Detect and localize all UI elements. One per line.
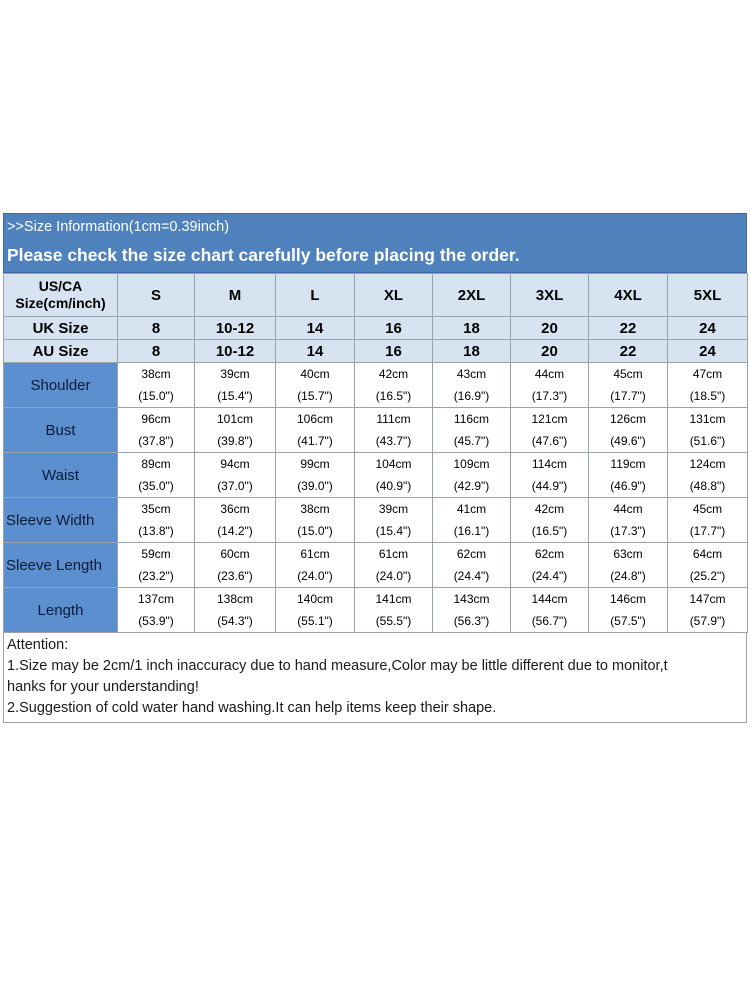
- cm-value: 60cm: [220, 547, 250, 561]
- cm-value: 39cm: [220, 367, 250, 381]
- cm-value: 101cm: [216, 412, 254, 426]
- size-header: S: [118, 274, 195, 317]
- inch-value: (15.0"): [138, 389, 174, 403]
- measurement-row: [4, 543, 748, 588]
- measurement-cell: [511, 543, 589, 588]
- cm-value: 121cm: [531, 412, 568, 426]
- cm-value: 63cm: [613, 547, 643, 561]
- size-corner-header: [4, 274, 118, 317]
- measurement-cell: [668, 408, 748, 453]
- cm-value: 99cm: [300, 457, 330, 471]
- cm-value: 138cm: [216, 592, 254, 606]
- inch-value: (39.8"): [217, 434, 253, 448]
- inch-value: (57.9"): [689, 614, 726, 628]
- au-size-value: 16: [355, 340, 433, 363]
- au-size-value: 18: [433, 340, 511, 363]
- uk-size-value: 8: [118, 317, 195, 340]
- inch-value: (14.2"): [217, 524, 253, 538]
- cm-value: 126cm: [609, 412, 647, 426]
- cm-value: 64cm: [692, 547, 723, 561]
- size-header: 4XL: [589, 274, 668, 317]
- us-size-row: [4, 274, 748, 317]
- cm-value: 59cm: [141, 547, 171, 561]
- cm-value: 62cm: [534, 547, 565, 561]
- uk-size-value: 20: [511, 317, 589, 340]
- inch-value: (55.1"): [297, 614, 333, 628]
- measurement-label: Sleeve Length: [4, 543, 118, 588]
- cm-value: 61cm: [378, 547, 409, 561]
- cm-value: 106cm: [296, 412, 334, 426]
- cm-value: 143cm: [453, 592, 490, 606]
- cm-value: 124cm: [689, 457, 726, 471]
- inch-value: (23.6"): [217, 569, 253, 583]
- cm-value: 36cm: [220, 502, 250, 516]
- measurement-cell: [276, 588, 355, 633]
- measurement-cell: [668, 453, 748, 498]
- inch-value: (41.7"): [297, 434, 333, 448]
- cm-value: 96cm: [141, 412, 171, 426]
- attention-notes: [3, 633, 747, 723]
- measurement-cell: [511, 453, 589, 498]
- measurement-row: [4, 408, 748, 453]
- measurement-cell: [511, 498, 589, 543]
- measurement-cell: [589, 363, 668, 408]
- au-size-value: 8: [118, 340, 195, 363]
- measurement-row: [4, 363, 748, 408]
- uk-size-value: 24: [668, 317, 748, 340]
- inch-value: (24.4"): [531, 569, 568, 583]
- inch-value: (16.9"): [453, 389, 490, 403]
- inch-value: (17.7"): [689, 524, 726, 538]
- uk-size-value: 18: [433, 317, 511, 340]
- measurement-cell: [668, 543, 748, 588]
- cm-value: 104cm: [375, 457, 412, 471]
- measurement-cell: [589, 453, 668, 498]
- measurement-cell: [511, 363, 589, 408]
- cm-value: 47cm: [692, 367, 723, 381]
- measurement-cell: [195, 498, 276, 543]
- inch-value: (40.9"): [375, 479, 412, 493]
- au-size-label: AU Size: [4, 340, 118, 363]
- cm-value: 144cm: [531, 592, 568, 606]
- cm-value: 38cm: [300, 502, 330, 516]
- attention-line-3: 2.Suggestion of cold water hand washing.It can help items keep their shape.: [7, 700, 497, 716]
- corner-line-2: Size(cm/inch): [15, 295, 106, 311]
- inch-value: (51.6"): [689, 434, 726, 448]
- size-table: [3, 273, 748, 633]
- attention-line-1: 1.Size may be 2cm/1 inch inaccuracy due to hand measure,Color may be little different due to monitor,t: [7, 658, 668, 674]
- au-size-value: 22: [589, 340, 668, 363]
- attention-title: Attention:: [7, 637, 69, 653]
- attention-line-2: hanks for your understanding!: [7, 679, 199, 695]
- inch-value: (17.3"): [531, 389, 568, 403]
- measurement-cell: [589, 588, 668, 633]
- measurement-cell: [433, 453, 511, 498]
- inch-value: (15.7"): [297, 389, 333, 403]
- measurement-cell: [511, 408, 589, 453]
- inch-value: (37.0"): [217, 479, 253, 493]
- measurement-cell: [195, 408, 276, 453]
- inch-value: (24.8"): [610, 569, 646, 583]
- inch-value: (16.5"): [531, 524, 568, 538]
- inch-value: (44.9"): [531, 479, 568, 493]
- uk-size-value: 16: [355, 317, 433, 340]
- inch-value: (25.2"): [689, 569, 726, 583]
- inch-value: (56.7"): [531, 614, 568, 628]
- measurement-label: Sleeve Width: [4, 498, 118, 543]
- measurement-cell: [668, 588, 748, 633]
- inch-value: (17.3"): [610, 524, 646, 538]
- measurement-label: Shoulder: [4, 363, 118, 408]
- au-size-value: 20: [511, 340, 589, 363]
- inch-value: (35.0"): [138, 479, 174, 493]
- size-header: L: [276, 274, 355, 317]
- measurement-cell: [668, 498, 748, 543]
- cm-value: 141cm: [375, 592, 412, 606]
- cm-value: 45cm: [613, 367, 643, 381]
- inch-value: (54.3"): [217, 614, 253, 628]
- measurement-cell: [433, 363, 511, 408]
- uk-size-label: UK Size: [4, 317, 118, 340]
- measurement-label: Length: [4, 588, 118, 633]
- measurement-label: Bust: [4, 408, 118, 453]
- measurement-cell: [195, 543, 276, 588]
- measurement-cell: [195, 588, 276, 633]
- measurement-cell: [433, 588, 511, 633]
- inch-value: (16.1"): [453, 524, 490, 538]
- size-header: 2XL: [433, 274, 511, 317]
- measurement-cell: [355, 498, 433, 543]
- cm-value: 119cm: [610, 457, 646, 471]
- cm-value: 116cm: [453, 412, 490, 426]
- inch-value: (48.8"): [689, 479, 726, 493]
- size-chart: [3, 213, 747, 723]
- cm-value: 140cm: [296, 592, 334, 606]
- size-info-banner: [3, 213, 747, 273]
- cm-value: 44cm: [534, 367, 565, 381]
- cm-value: 40cm: [300, 367, 330, 381]
- size-info-title: >>Size Information(1cm=0.39inch): [7, 219, 230, 235]
- measurement-cell: [589, 498, 668, 543]
- inch-value: (53.9"): [138, 614, 174, 628]
- inch-value: (24.0"): [375, 569, 412, 583]
- size-header: 5XL: [668, 274, 748, 317]
- measurement-cell: [276, 498, 355, 543]
- cm-value: 38cm: [141, 367, 171, 381]
- inch-value: (56.3"): [453, 614, 490, 628]
- size-header: XL: [355, 274, 433, 317]
- cm-value: 137cm: [137, 592, 175, 606]
- size-header: M: [195, 274, 276, 317]
- cm-value: 42cm: [534, 502, 565, 516]
- measurement-cell: [195, 453, 276, 498]
- measurement-cell: [118, 453, 195, 498]
- cm-value: 35cm: [141, 502, 171, 516]
- inch-value: (23.2"): [138, 569, 174, 583]
- inch-value: (43.7"): [375, 434, 412, 448]
- cm-value: 45cm: [692, 502, 723, 516]
- cm-value: 111cm: [376, 412, 411, 426]
- inch-value: (18.5"): [689, 389, 726, 403]
- inch-value: (17.7"): [610, 389, 646, 403]
- measurement-cell: [511, 588, 589, 633]
- inch-value: (42.9"): [453, 479, 490, 493]
- cm-value: 44cm: [613, 502, 643, 516]
- measurement-row: [4, 453, 748, 498]
- measurement-cell: [276, 363, 355, 408]
- measurement-cell: [276, 543, 355, 588]
- cm-value: 43cm: [456, 367, 487, 381]
- measurement-cell: [355, 363, 433, 408]
- inch-value: (57.5"): [610, 614, 646, 628]
- measurement-cell: [118, 543, 195, 588]
- cm-value: 146cm: [609, 592, 647, 606]
- cm-value: 41cm: [456, 502, 487, 516]
- cm-value: 42cm: [378, 367, 409, 381]
- cm-value: 39cm: [378, 502, 409, 516]
- measurement-cell: [118, 408, 195, 453]
- size-header: 3XL: [511, 274, 589, 317]
- uk-size-value: 22: [589, 317, 668, 340]
- au-size-row: [4, 340, 748, 363]
- inch-value: (16.5"): [375, 389, 412, 403]
- inch-value: (13.8"): [138, 524, 174, 538]
- uk-size-row: [4, 317, 748, 340]
- measurement-cell: [355, 588, 433, 633]
- measurement-row: [4, 498, 748, 543]
- uk-size-value: 14: [276, 317, 355, 340]
- measurement-cell: [276, 408, 355, 453]
- measurement-row: [4, 588, 748, 633]
- au-size-value: 14: [276, 340, 355, 363]
- cm-value: 61cm: [300, 547, 330, 561]
- cm-value: 109cm: [453, 457, 490, 471]
- au-size-value: 24: [668, 340, 748, 363]
- measurement-cell: [276, 453, 355, 498]
- inch-value: (49.6"): [610, 434, 646, 448]
- measurement-cell: [589, 543, 668, 588]
- au-size-value: 10-12: [195, 340, 276, 363]
- measurement-cell: [118, 363, 195, 408]
- corner-line-1: US/CA: [38, 278, 83, 294]
- inch-value: (37.8"): [138, 434, 174, 448]
- measurement-cell: [433, 498, 511, 543]
- measurement-cell: [433, 408, 511, 453]
- inch-value: (24.0"): [297, 569, 333, 583]
- measurement-cell: [668, 363, 748, 408]
- inch-value: (47.6"): [531, 434, 568, 448]
- measurement-cell: [355, 408, 433, 453]
- measurement-cell: [433, 543, 511, 588]
- measurement-cell: [195, 363, 276, 408]
- inch-value: (55.5"): [375, 614, 412, 628]
- measurement-cell: [118, 498, 195, 543]
- measurement-cell: [355, 543, 433, 588]
- cm-value: 114cm: [531, 457, 568, 471]
- uk-size-value: 10-12: [195, 317, 276, 340]
- inch-value: (15.4"): [375, 524, 412, 538]
- inch-value: (39.0"): [297, 479, 333, 493]
- measurement-cell: [355, 453, 433, 498]
- measurement-cell: [118, 588, 195, 633]
- cm-value: 147cm: [689, 592, 726, 606]
- measurement-label: Waist: [4, 453, 118, 498]
- inch-value: (24.4"): [453, 569, 490, 583]
- cm-value: 94cm: [220, 457, 250, 471]
- cm-value: 62cm: [456, 547, 487, 561]
- size-check-warning: Please check the size chart carefully before placing the order.: [7, 245, 520, 265]
- inch-value: (15.4"): [217, 389, 253, 403]
- cm-value: 131cm: [689, 412, 726, 426]
- inch-value: (45.7"): [453, 434, 490, 448]
- measurement-cell: [589, 408, 668, 453]
- cm-value: 89cm: [141, 457, 171, 471]
- inch-value: (15.0"): [297, 524, 333, 538]
- inch-value: (46.9"): [610, 479, 646, 493]
